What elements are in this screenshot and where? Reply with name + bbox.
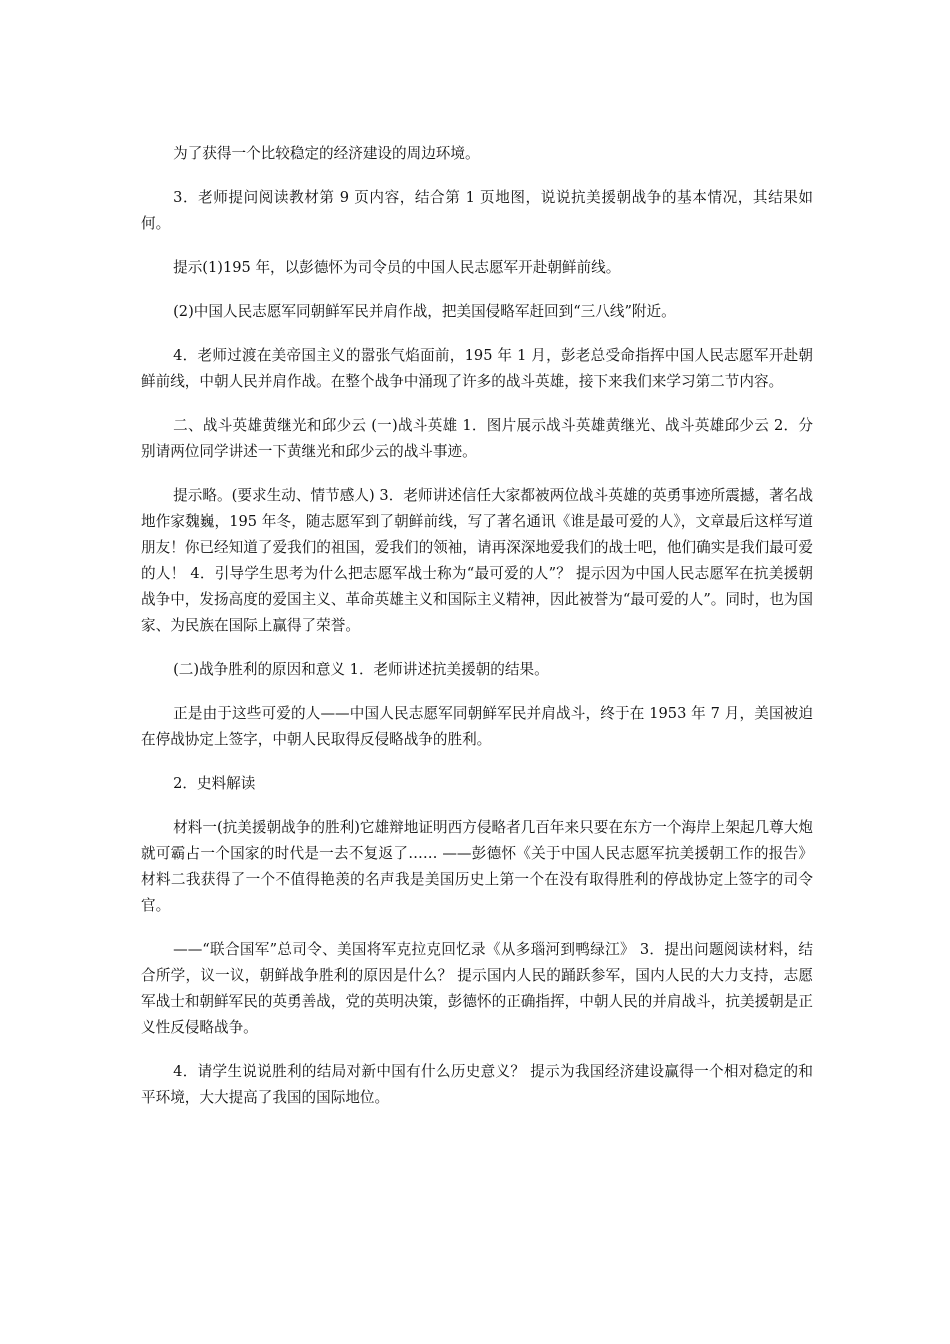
paragraph: 为了获得一个比较稳定的经济建设的周边环境。 [173,145,480,162]
paragraph: 3．老师提问阅读教材第 9 页内容，结合第 1 页地图，说说抗美援朝战争的基本情况，其结果如何。 [141,189,813,232]
document-body [141,141,813,1129]
paragraph: (2)中国人民志愿军同朝鲜军民并肩作战，把美国侵略军赶回到“三八线”附近。 [173,303,676,320]
paragraph: 提示略。(要求生动、情节感人) 3．老师讲述信任大家都被两位战斗英雄的英勇事迹所震撼，著名战地作家魏巍，195 年冬，随志愿军到了朝鲜前线，写了著名通讯《谁是最可爱的人》，文章最后这样写道朋友！你已经知道了爱我们的祖国，爱我们的领袖，请再深深地爱我们的战士吧，他们确实是我们最可爱的人！ 4．引导学生思考为什么把志愿军战士称为“最可爱的人”？ 提示因为中国人民志愿军在抗美援朝战争中，发扬高度的爱国主义、革命英雄主义和国际主义精神，因此被誉为“最可爱的人”。同时，也为国家、为民族在国际上赢得了荣誉。 [141,487,813,634]
paragraph: 2．史料解读 [173,775,256,792]
paragraph: 4．请学生说说胜利的结局对新中国有什么历史意义？ 提示为我国经济建设赢得一个相对稳定的和平环境，大大提高了我国的国际地位。 [141,1063,813,1106]
paragraph: 材料一(抗美援朝战争的胜利)它雄辩地证明西方侵略者几百年来只要在东方一个海岸上架起几尊大炮就可霸占一个国家的时代是一去不复返了…… ——彭德怀《关于中国人民志愿军抗美援朝工作的报告》 材料二我获得了一个不值得艳羡的名声我是美国历史上第一个在没有取得胜利的停战协定上签字的司令官。 [141,819,813,914]
paragraph: 正是由于这些可爱的人——中国人民志愿军同朝鲜军民并肩战斗，终于在 1953 年 7 月，美国被迫在停战协定上签字，中朝人民取得反侵略战争的胜利。 [141,705,813,748]
paragraph: 二、战斗英雄黄继光和邱少云 (一)战斗英雄 1．图片展示战斗英雄黄继光、战斗英雄邱少云 2．分别请两位同学讲述一下黄继光和邱少云的战斗事迹。 [141,417,813,460]
paragraph: 4．老师过渡在美帝国主义的嚣张气焰面前，195 年 1 月，彭老总受命指挥中国人民志愿军开赴朝鲜前线，中朝人民并肩作战。在整个战争中涌现了许多的战斗英雄，接下来我们来学习第二节内容。 [141,347,813,390]
paragraph: 提示(1)195 年，以彭德怀为司令员的中国人民志愿军开赴朝鲜前线。 [173,259,621,276]
paragraph: ——“联合国军”总司令、美国将军克拉克回忆录《从多瑙河到鸭绿江》 3．提出问题阅读材料，结合所学，议一议，朝鲜战争胜利的原因是什么？ 提示国内人民的踊跃参军，国内人民的大力支持，志愿军战士和朝鲜军民的英勇善战，党的英明决策，彭德怀的正确指挥，中朝人民的并肩战斗，抗美援朝是正义性反侵略战争。 [141,941,813,1036]
paragraph: (二)战争胜利的原因和意义 1．老师讲述抗美援朝的结果。 [173,661,549,678]
